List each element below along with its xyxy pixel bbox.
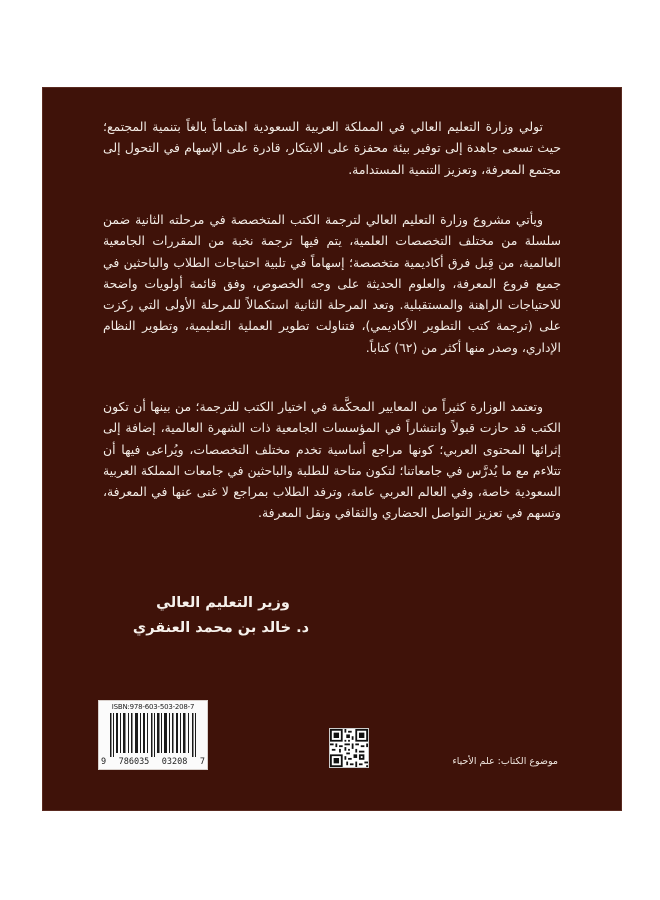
- isbn-digit-group1: 786035: [118, 757, 150, 767]
- signature-name: د. خالد بن محمد العنقري: [132, 620, 310, 636]
- book-back-cover: [43, 88, 621, 810]
- paragraph-text: وتعتمد الوزارة كثيراً من المعايير المحكَّمة في اختيار الكتب للترجمة؛ من بينها أن تكون الكتب قد حازت قبولاً وانتشاراً في المؤسسات الجامعية ذات الشهرة العالمية، إضافة إلى إثرائها المحتوى العربي؛ كونها مراجع أساسية تخدم مختلف التخصصات، ويُراعى فيها أن تتلاءم مع ما يُدرَّس في جامعاتنا؛ لتكون متاحة للطلبة والباحثين في جامعات المملكة العربية السعودية خاصة، وفي العالم العربي عامة، وترفد الطلاب بمراجع لا غنى عنها في المعرفة، وتسهم في تعزيز التواصل الحضاري والثقافي ونقل المعرفة.: [103, 399, 561, 521]
- intro-paragraph: [103, 116, 561, 180]
- isbn-digit-right: 7: [199, 757, 205, 767]
- paragraph-text: ويأتي مشروع وزارة التعليم العالي لترجمة الكتب المتخصصة في مرحلته الثانية ضمن سلسلة من مختلف التخصصات العلمية، يتم فيها ترجمة نخبة من المقررات الجامعية العالمية، من قِبل فرق أكاديمية متخصصة؛ إسهاماً في تلبية احتياجات الطلاب والباحثين في جميع فروع المعرفة، والعلوم الحديثة على وجه الخصوص، وفق قائمة أولويات واضحة للاحتياجات الراهنة والمستقبلية. وتعد المرحلة الثانية استكمالاً للمرحلة الأولى التي ركزت على (ترجمة كتب التطوير الأكاديمي)، فتناولت تطوير العملية التعليمية، وتطوير النظام الإداري، وصدر منها أكثر من (٦٢) كتاباً.: [103, 212, 561, 355]
- isbn-label: ISBN:978-603-503-208-7: [111, 703, 195, 711]
- project-paragraph: [103, 209, 561, 358]
- isbn-digit-left: 9: [101, 757, 107, 767]
- signature-title: وزير التعليم العالي: [156, 595, 290, 611]
- barcode-icon: [110, 713, 198, 757]
- criteria-paragraph: [103, 396, 561, 524]
- isbn-digits: [101, 757, 205, 767]
- qr-code-graphic: [330, 729, 368, 767]
- isbn-digit-group2: 03208: [161, 757, 188, 767]
- qr-code-icon: [329, 728, 369, 768]
- isbn-barcode: [98, 700, 208, 770]
- paragraph-text: تولي وزارة التعليم العالي في المملكة العربية السعودية اهتماماً بالغاً بتنمية المجتمع؛ حيث تسعى جاهدة إلى توفير بيئة محفزة على الابتكار، قادرة على الإسهام في التحول إلى مجتمع المعرفة، وتعزيز التنمية المستدامة.: [103, 119, 561, 177]
- book-subject: موضوع الكتاب: علم الأحياء: [452, 756, 558, 767]
